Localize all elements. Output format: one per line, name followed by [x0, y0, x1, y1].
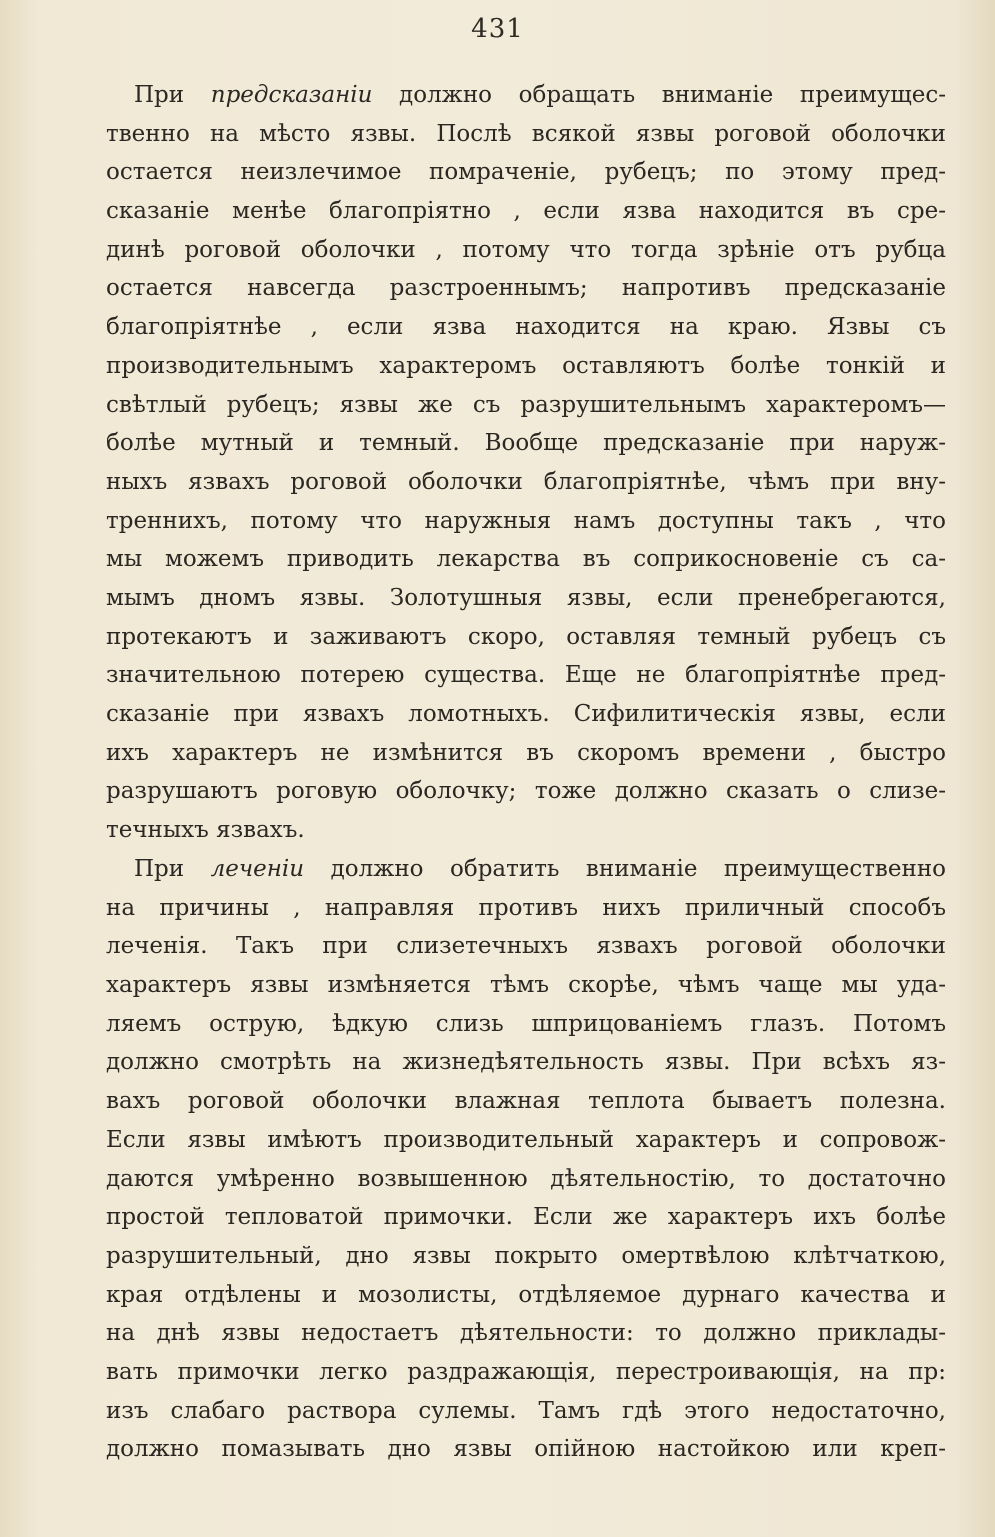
text-line: твенно на мѣсто язвы. Послѣ всякой язвы роговой оболочки: [106, 120, 946, 147]
text-line: даются умѣренно возвышенною дѣятельностію, то достаточно: [106, 1165, 946, 1192]
text-line: сказаніе менѣе благопріятно , если язва находится въ сре-: [106, 198, 946, 225]
text-line: значительною потерею существа. Еще не благопріятнѣе пред-: [106, 662, 946, 689]
text-line: края отдѣлены и мозолисты, отдѣляемое дурнаго качества и: [106, 1281, 946, 1308]
text-line: течныхъ язвахъ.: [106, 817, 305, 844]
text-line: изъ слабаго раствора сулемы. Тамъ гдѣ этого недостаточно,: [106, 1397, 946, 1424]
text-line: При леченіи должно обратить вниманіе преимущественно: [134, 856, 946, 882]
page-number: 431: [471, 14, 524, 44]
text-line: ихъ характеръ не измѣнится въ скоромъ времени , быстро: [106, 739, 946, 766]
text-line: Если язвы имѣютъ производительный характеръ и сопровож-: [106, 1126, 946, 1153]
text-line: должно помазывать дно язвы опійною настойкою или креп-: [106, 1436, 946, 1463]
text-line: При предсказаніи должно обращать вниманіе преимущес-: [134, 82, 946, 108]
text-line: на причины , направляя противъ нихъ приличный способъ: [106, 894, 946, 921]
text-line: болѣе мутный и темный. Вообще предсказаніе при наруж-: [106, 430, 946, 457]
italic-term: леченіи: [210, 856, 305, 882]
paragraph-prognosis: [106, 76, 946, 850]
text-line: сказаніе при язвахъ ломотныхъ. Сифилитическія язвы, если: [106, 701, 946, 727]
text-line: треннихъ, потому что наружныя намъ доступны такъ , что: [106, 507, 946, 534]
text-line: протекаютъ и заживаютъ скоро, оставляя темный рубецъ съ: [106, 623, 946, 650]
text-line: вахъ роговой оболочки влажная теплота бываетъ полезна.: [106, 1088, 946, 1115]
italic-term: предсказаніи: [210, 82, 373, 108]
text-line: разрушаютъ роговую оболочку; тоже должно сказать о слизе-: [106, 778, 946, 805]
text-line: ляемъ острую, ѣдкую слизь шприцованіемъ глазъ. Потомъ: [106, 1010, 946, 1037]
text-line: мымъ дномъ язвы. Золотушныя язвы, если пренебрегаются,: [106, 584, 946, 611]
paragraph-treatment: [106, 850, 946, 1469]
text-line: ныхъ язвахъ роговой оболочки благопріятнѣе, чѣмъ при вну-: [106, 468, 946, 495]
text-line: остается неизлечимое помраченіе, рубецъ; по этому пред-: [106, 159, 946, 186]
text-line: леченія. Такъ при слизетечныхъ язвахъ роговой оболочки: [106, 933, 946, 960]
text-line: на днѣ язвы недостаетъ дѣятельности: то должно приклады-: [106, 1320, 946, 1347]
text-line: остается навсегда разстроеннымъ; напротивъ предсказаніе: [106, 275, 946, 302]
text-line: простой тепловатой примочки. Если же характеръ ихъ болѣе: [106, 1204, 946, 1231]
text-line: благопріятнѣе , если язва находится на краю. Язвы съ: [106, 314, 946, 341]
text-line: вать примочки легко раздражающія, перестроивающія, на пр:: [106, 1358, 946, 1385]
text-line: разрушительный, дно язвы покрыто омертвѣлою клѣтчаткою,: [106, 1242, 946, 1269]
text-line: динѣ роговой оболочки , потому что тогда зрѣніе отъ рубца: [106, 236, 946, 263]
text-line: характеръ язвы измѣняется тѣмъ скорѣе, чѣмъ чаще мы уда-: [106, 972, 946, 999]
text-line: мы можемъ приводить лекарства въ соприкосновеніе съ са-: [106, 546, 946, 573]
text-line: производительнымъ характеромъ оставляютъ болѣе тонкій и: [106, 352, 946, 379]
text-line: свѣтлый рубецъ; язвы же съ разрушительнымъ характеромъ—: [106, 391, 946, 418]
text-line: должно смотрѣть на жизнедѣятельность язвы. При всѣхъ яз-: [106, 1049, 946, 1076]
